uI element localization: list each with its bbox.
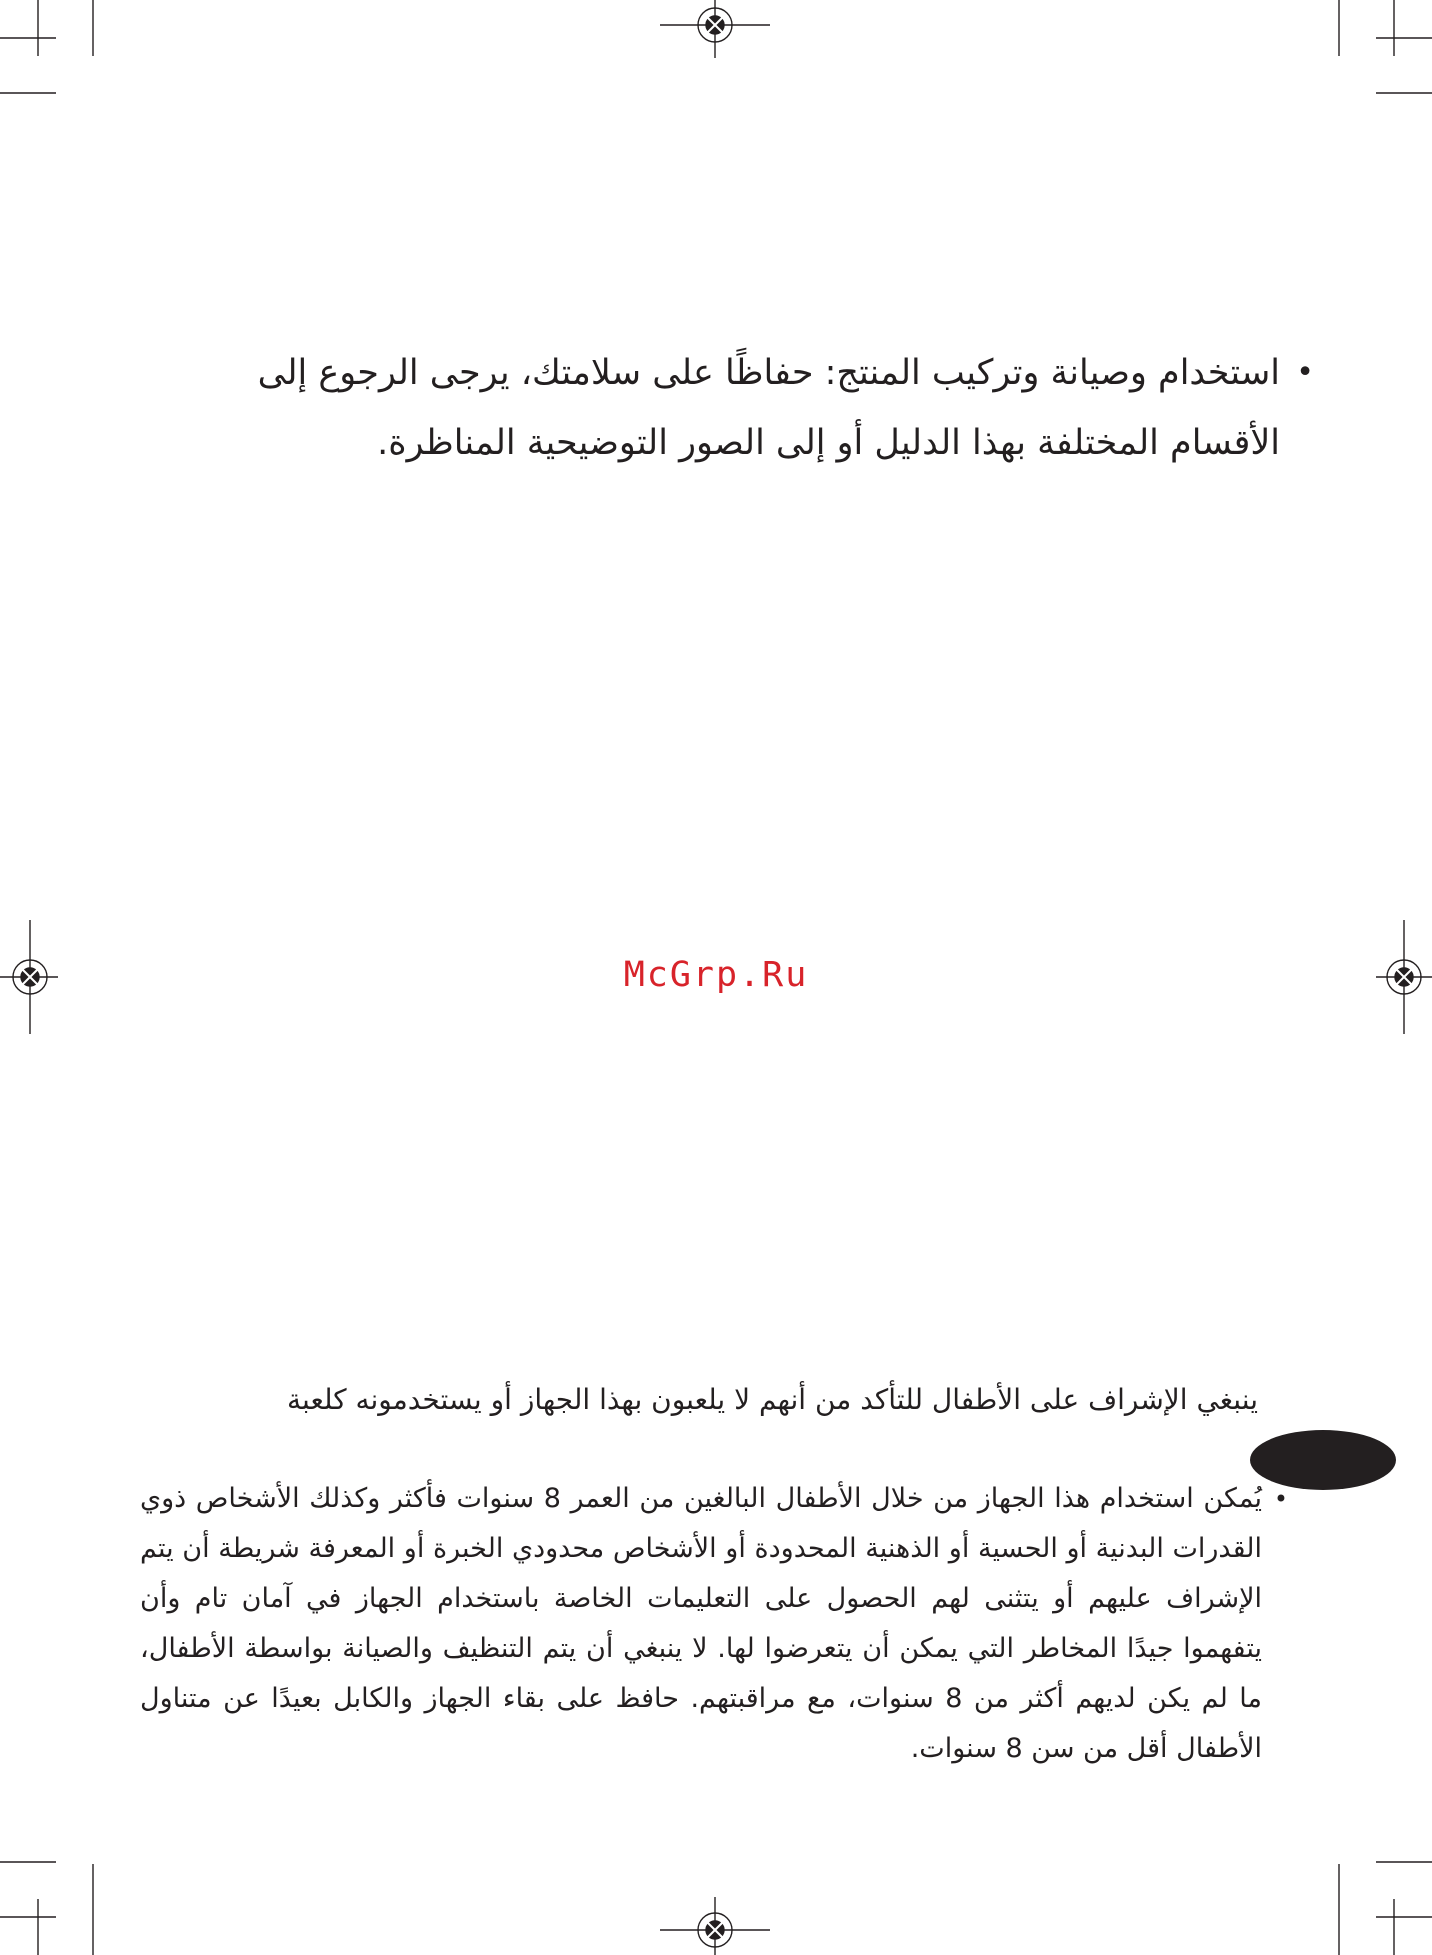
children-supervision-text: ينبغي الإشراف على الأطفال للتأكد من أنهم لا يلعبون بهذا الجهاز أو يستخدمونه كلعبة xyxy=(287,1383,1258,1416)
registration-mark-top xyxy=(660,0,770,58)
use-maintenance-text: استخدام وصيانة وتركيب المنتج: حفاظًا على سلامتك، يرجى الرجوع إلى الأقسام المختلفة بهذا الدليل أو إلى الصور التوضيحية المناظرة. xyxy=(257,353,1280,463)
bullet-icon: • xyxy=(1296,355,1314,390)
registration-mark-bottom xyxy=(660,1897,770,1955)
language-tab-marker xyxy=(1250,1430,1396,1490)
watermark-text: McGrp.Ru xyxy=(623,955,809,995)
children-use-paragraph xyxy=(140,1474,1288,1774)
use-maintenance-paragraph xyxy=(140,338,1314,478)
children-use-text: يُمكن استخدام هذا الجهاز من خلال الأطفال البالغين من العمر 8 سنوات فأكثر وكذلك الأشخاص ذوي القدرات البدنية أو الحسية أو الذهنية المحدودة أو الأشخاص محدودي الخبرة أو المعرفة شريطة أن يتم الإشراف عليهم أو يتثنى لهم الحصول على التعليمات الخاصة باستخدام الجهاز في آمان تام وأن يتفهموا جيدًا المخاطر التي يمكن أن يتعرضوا لها. لا ينبغي أن يتم التنظيف والصيانة بواسطة الأطفال، ما لم يكن لديهم أكثر من 8 سنوات، مع مراقبتهم. حافظ على بقاء الجهاز والكابل بعيدًا عن متناول الأطفال أقل من سن 8 سنوات. xyxy=(140,1483,1262,1764)
bullet-icon: • xyxy=(1273,1485,1288,1513)
